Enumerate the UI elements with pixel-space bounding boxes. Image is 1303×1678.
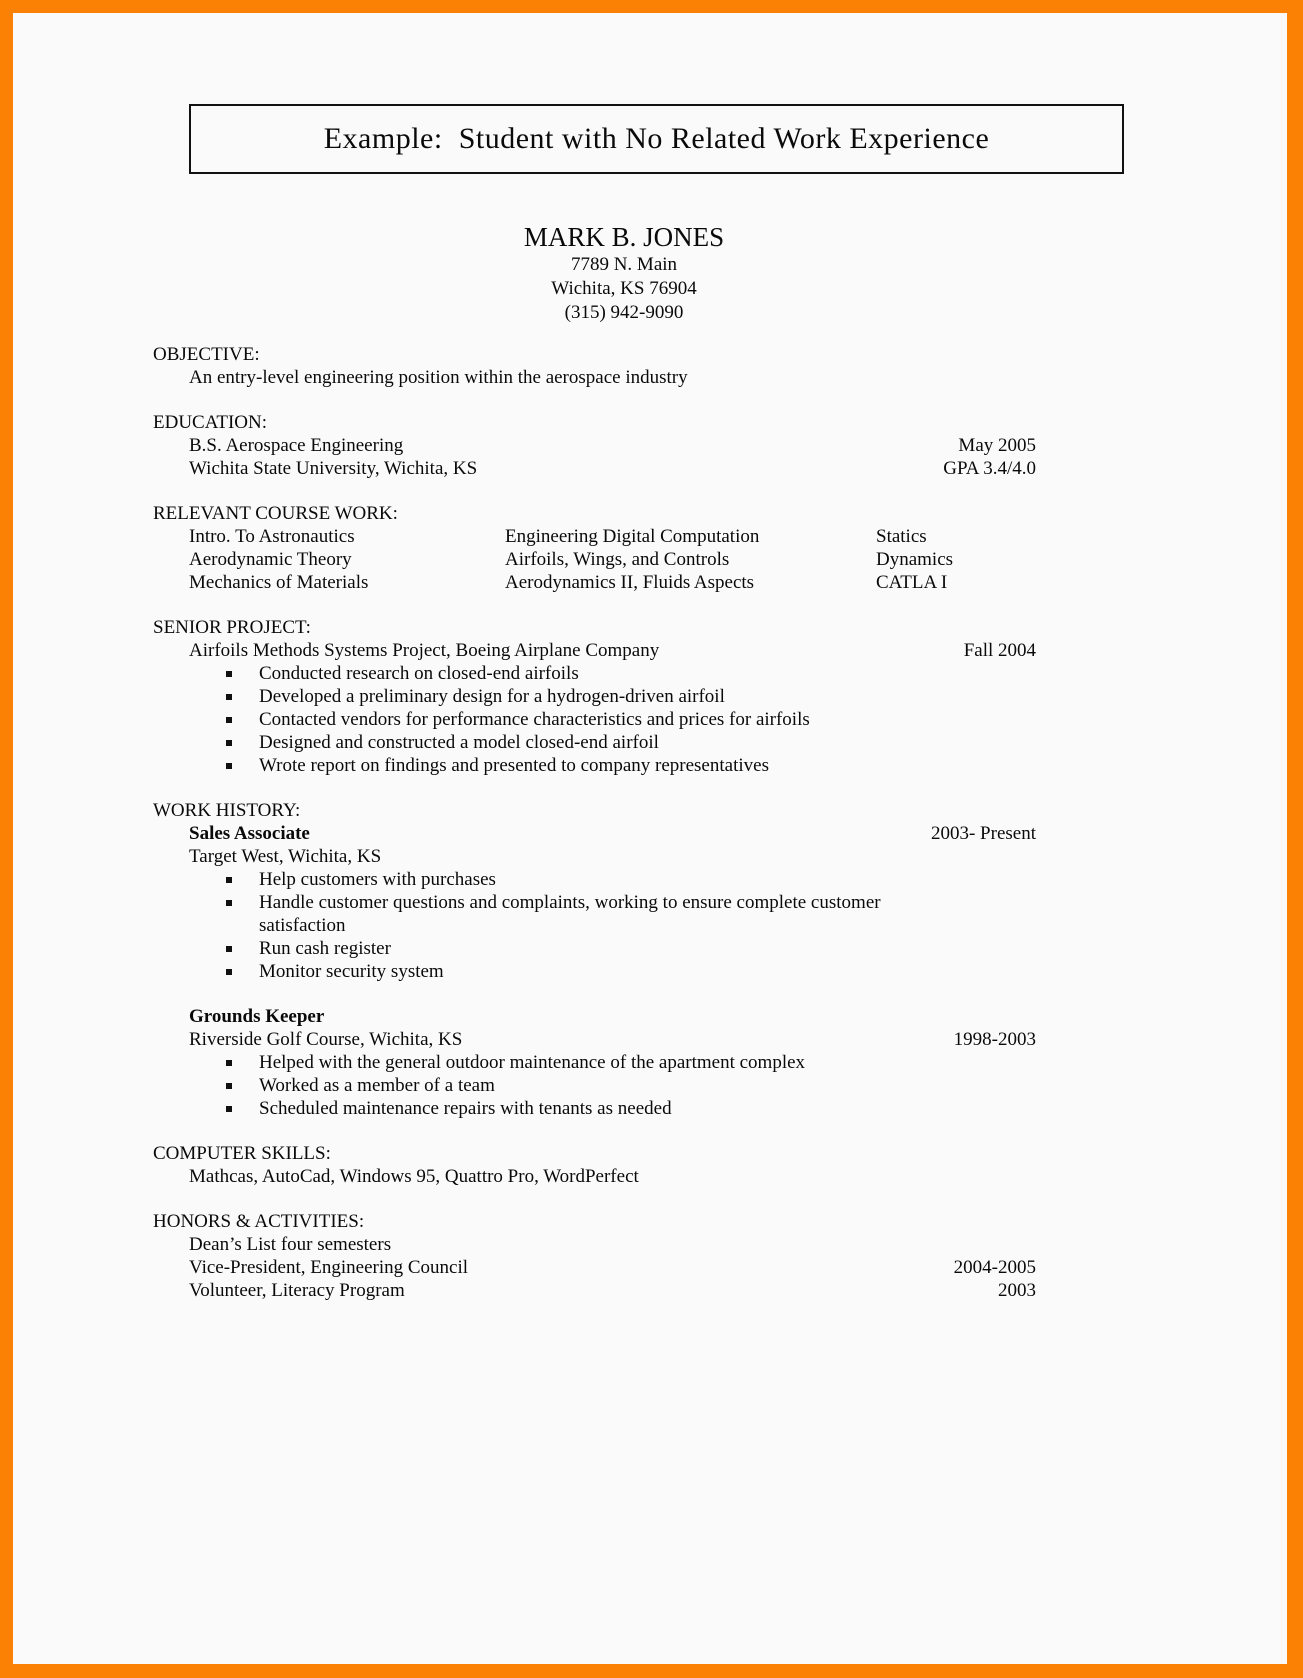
job-entry [153, 1005, 1036, 1120]
section-computer-skills [153, 1142, 1036, 1188]
bullet-square-icon [226, 1083, 232, 1089]
bullet-square-icon [226, 969, 232, 975]
job-title-row [189, 822, 1036, 845]
bullet-square-icon [226, 740, 232, 746]
bullet-square-icon [226, 717, 232, 723]
job-employer: Riverside Golf Course, Wichita, KS [189, 1029, 463, 1050]
objective-heading: OBJECTIVE: [153, 344, 260, 365]
course-cell: Engineering Digital Computation [505, 526, 760, 547]
candidate-name: MARK B. JONES [523, 222, 725, 252]
section-honors [153, 1210, 1036, 1302]
honor-text: Volunteer, Literacy Program [189, 1280, 405, 1301]
bullet-square-icon [226, 946, 232, 952]
honor-row [189, 1233, 1036, 1256]
job-employer-row [189, 1028, 1036, 1051]
course-cell: Statics [876, 526, 927, 547]
list-item [226, 754, 1036, 777]
gpa-value: GPA 3.4/4.0 [943, 458, 1036, 479]
list-item [226, 731, 1036, 754]
street-address: 7789 N. Main [570, 254, 678, 275]
school-name: Wichita State University, Wichita, KS [189, 458, 478, 479]
list-item [226, 1097, 1036, 1120]
bullet-text: Monitor security system [259, 961, 444, 982]
list-item [226, 662, 1036, 685]
computer-skills-list: Mathcas, AutoCad, Windows 95, Quattro Pro, WordPerfect [189, 1166, 639, 1187]
job-employer: Target West, Wichita, KS [189, 846, 382, 867]
contact-header [189, 221, 1059, 325]
course-row [189, 571, 1036, 594]
section-senior-project [153, 616, 1036, 777]
example-title-box [189, 104, 1124, 174]
bullet-text: Conducted research on closed-end airfoils [259, 663, 579, 684]
course-cell: Intro. To Astronautics [189, 526, 355, 547]
list-item [226, 891, 1036, 937]
course-cell: Aerodynamics II, Fluids Aspects [505, 572, 755, 593]
list-item [226, 868, 1036, 891]
honor-row [189, 1279, 1036, 1302]
course-cell: CATLA I [876, 572, 948, 593]
job-dates: 1998-2003 [953, 1029, 1036, 1050]
bullet-text: Handle customer questions and complaints, working to ensure complete customer satisfaction [259, 892, 881, 936]
graduation-date: May 2005 [958, 435, 1036, 456]
bullet-square-icon [226, 763, 232, 769]
coursework-heading: RELEVANT COURSE WORK: [153, 503, 398, 524]
work-history-heading: WORK HISTORY: [153, 800, 301, 821]
bullet-square-icon [226, 900, 232, 906]
bullet-text: Wrote report on findings and presented to company representatives [259, 755, 769, 776]
project-title: Airfoils Methods Systems Project, Boeing Airplane Company [189, 640, 660, 661]
senior-project-title-row [189, 639, 1036, 662]
bullet-square-icon [226, 1060, 232, 1066]
bullet-text: Worked as a member of a team [259, 1075, 495, 1096]
resume-body [153, 343, 1036, 1302]
city-state-zip: Wichita, KS 76904 [551, 278, 697, 299]
list-item [226, 937, 1036, 960]
bullet-square-icon [226, 1106, 232, 1112]
bullet-text: Developed a preliminary design for a hydrogen-driven airfoil [259, 686, 725, 707]
bullet-text: Contacted vendors for performance characteristics and prices for airfoils [259, 709, 810, 730]
course-row [189, 525, 1036, 548]
objective-text: An entry-level engineering position within the aerospace industry [189, 367, 688, 388]
bullet-text: Help customers with purchases [259, 869, 496, 890]
job-title-row [189, 1005, 1036, 1028]
list-item [226, 1051, 1036, 1074]
education-school-row [189, 457, 1036, 480]
course-cell: Aerodynamic Theory [189, 549, 352, 570]
honor-text: Dean’s List four semesters [189, 1234, 392, 1255]
honor-text: Vice-President, Engineering Council [189, 1257, 469, 1278]
section-coursework [153, 502, 1036, 594]
job-dates: 2003- Present [930, 823, 1036, 844]
section-education [153, 411, 1036, 480]
honor-row [189, 1256, 1036, 1279]
job-entry [153, 822, 1036, 983]
bullet-square-icon [226, 877, 232, 883]
bullet-text: Helped with the general outdoor maintenance of the apartment complex [259, 1052, 806, 1073]
list-item [226, 685, 1036, 708]
honor-date: 2004-2005 [953, 1257, 1036, 1278]
job-employer-row [189, 845, 1036, 868]
project-date: Fall 2004 [963, 640, 1036, 661]
bullet-square-icon [226, 671, 232, 677]
bullet-text: Scheduled maintenance repairs with tenants as needed [259, 1098, 672, 1119]
job-title: Grounds Keeper [189, 1006, 325, 1027]
list-item [226, 1074, 1036, 1097]
section-work-history [153, 799, 1036, 1120]
list-item [226, 708, 1036, 731]
honors-heading: HONORS & ACTIVITIES: [153, 1211, 365, 1232]
course-cell: Airfoils, Wings, and Controls [505, 549, 730, 570]
education-heading: EDUCATION: [153, 412, 267, 433]
list-item [226, 960, 1036, 983]
course-row [189, 548, 1036, 571]
job-title: Sales Associate [189, 823, 310, 844]
honor-date: 2003 [998, 1280, 1036, 1301]
computer-skills-heading: COMPUTER SKILLS: [153, 1143, 331, 1164]
course-cell: Mechanics of Materials [189, 572, 369, 593]
phone-number: (315) 942-9090 [564, 302, 684, 323]
senior-project-heading: SENIOR PROJECT: [153, 617, 311, 638]
degree-name: B.S. Aerospace Engineering [189, 435, 404, 456]
bullet-square-icon [226, 694, 232, 700]
course-cell: Dynamics [876, 549, 954, 570]
example-title: Example: Student with No Related Work Experience [323, 122, 990, 155]
education-degree-row [189, 434, 1036, 457]
bullet-text: Designed and constructed a model closed-end airfoil [259, 732, 659, 753]
section-objective [153, 343, 1036, 389]
resume-page [13, 13, 1287, 1664]
bullet-text: Run cash register [259, 938, 391, 959]
